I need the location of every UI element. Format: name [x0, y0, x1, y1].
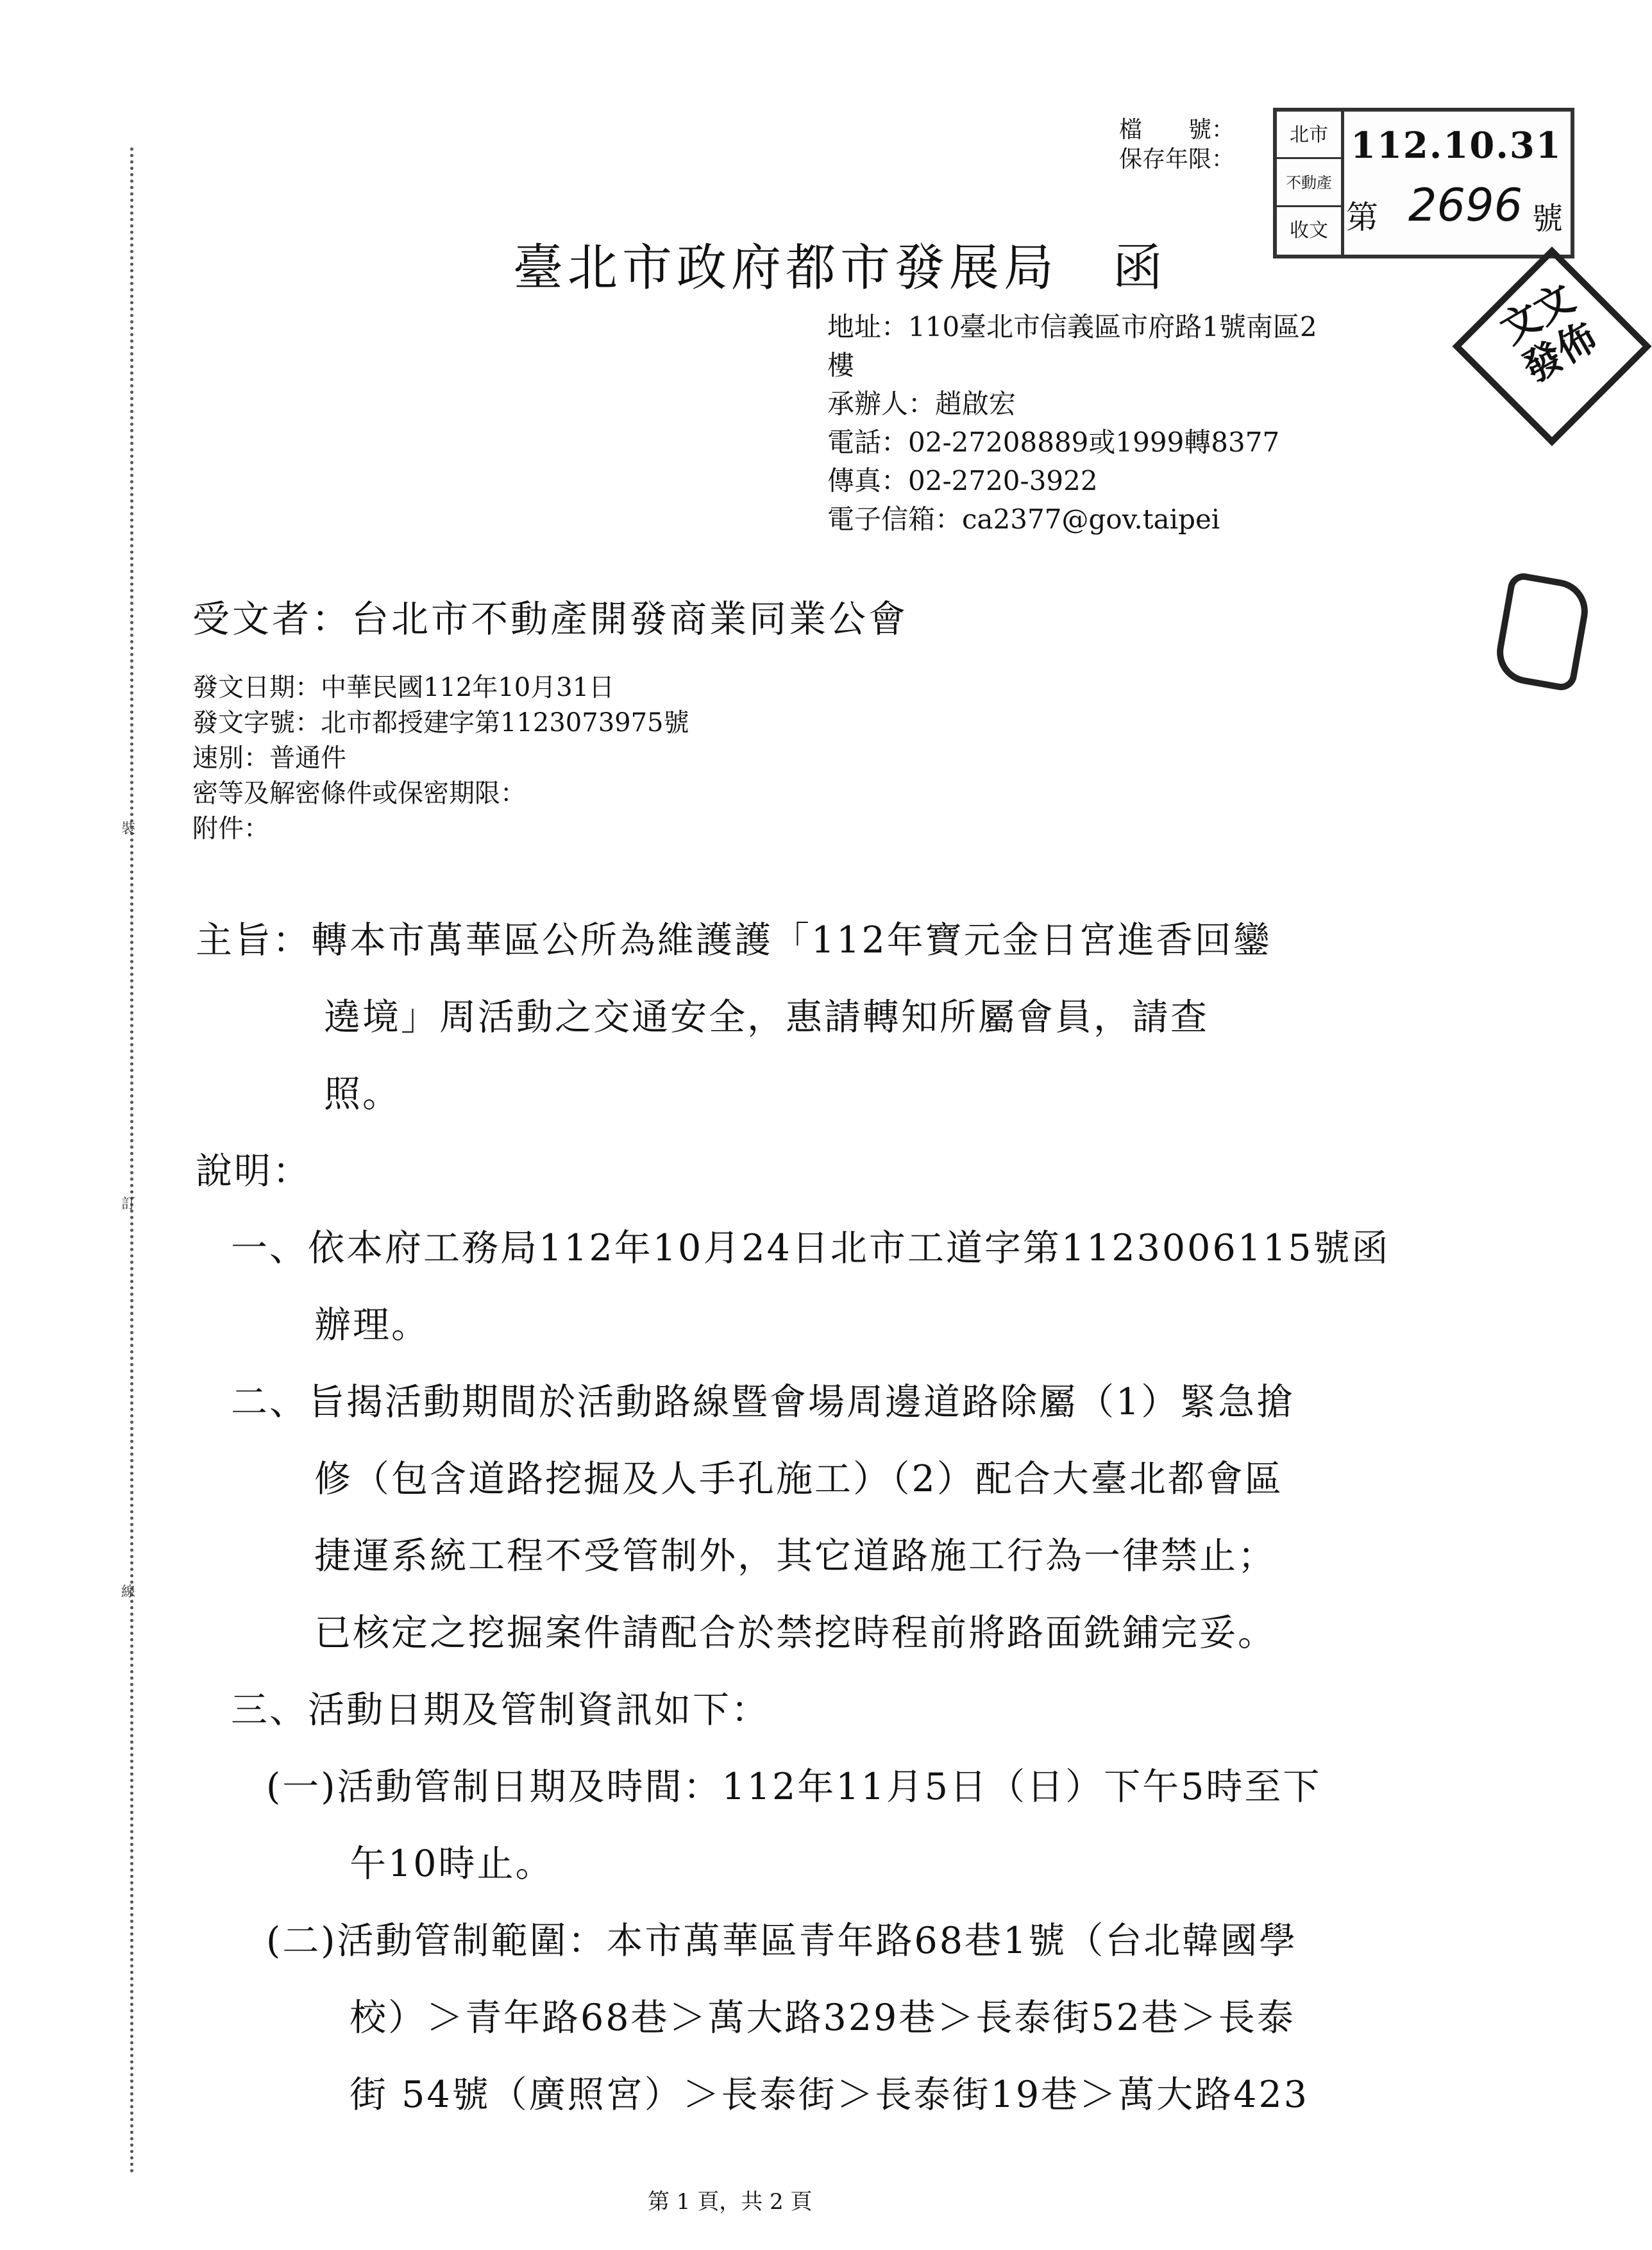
stamp-number-suffix: 號 — [1531, 201, 1563, 237]
meta-speed: 速別：普通件 — [192, 743, 346, 773]
subject-line-3: 照。 — [324, 1073, 401, 1115]
sub2-line-1: (二)活動管制範圍：本市萬華區青年路68巷1號（台北韓國學 — [266, 1920, 1298, 1962]
contact-phone: 電話：02-27208889或1999轉8377 — [827, 427, 1280, 458]
item3-line-1: 三、活動日期及管制資訊如下： — [231, 1689, 770, 1731]
meta-secrecy: 密等及解密條件或保密期限： — [192, 779, 526, 808]
stamp-number-prefix: 第 — [1346, 199, 1378, 236]
contact-address: 地址：110臺北市信義區市府路1號南區2 — [827, 311, 1317, 343]
item2-line-4: 已核定之挖掘案件請配合於禁挖時程前將路面銑鋪完妥。 — [314, 1612, 1276, 1654]
document-meta — [192, 670, 689, 847]
explanation-heading: 說明： — [196, 1150, 311, 1192]
sub1-line-1: (一)活動管制日期及時間：112年11月5日（日）下午5時至下 — [266, 1766, 1322, 1808]
sub2-line-3: 街 54號（廣照宮）＞長泰街＞長泰街19巷＞萬大路423 — [350, 2074, 1309, 2116]
stamp-date: 112.10.31 — [1351, 124, 1562, 167]
binding-label-xian: 線 — [121, 1584, 135, 1600]
stamp-cell: 北市 — [1277, 112, 1341, 159]
binding-label-zhuang: 裝 — [121, 821, 135, 837]
sub2-line-2: 校）＞青年路68巷＞萬大路329巷＞長泰街52巷＞長泰 — [350, 1997, 1295, 2039]
binding-label-ding: 訂 — [121, 1196, 135, 1212]
subject-line-2: 遶境」周活動之交通安全，惠請轉知所屬會員，請查 — [324, 996, 1209, 1038]
contact-block — [827, 308, 1417, 539]
item1-line-2: 辦理。 — [314, 1304, 430, 1346]
page-footer: 第 1 頁，共 2 頁 — [648, 2189, 813, 2215]
sub1-line-2: 午10時止。 — [350, 1843, 554, 1885]
meta-attachment: 附件： — [192, 814, 269, 843]
archive-file-label: 檔 號： — [1118, 117, 1235, 143]
item2-line-1: 二、旨揭活動期間於活動路線暨會場周邊道路除屬（1）緊急搶 — [231, 1381, 1295, 1423]
meta-date: 發文日期：中華民國112年10月31日 — [192, 673, 615, 702]
item2-line-2: 修（包含道路挖掘及人手孔施工）（2）配合大臺北都會區 — [314, 1458, 1283, 1500]
stamp-handwritten-number: 2696 — [1408, 179, 1523, 232]
receipt-stamp — [1273, 108, 1574, 258]
meta-doc-number: 發文字號：北市都授建字第1123073975號 — [192, 708, 689, 738]
contact-handler: 承辦人：趙啟宏 — [827, 388, 1016, 419]
stamp-label-column — [1277, 112, 1344, 255]
subject-line-1: 主旨：轉本市萬華區公所為維護護「112年寶元金日宮進香回鑾 — [196, 919, 1272, 961]
document-title: 臺北市政府都市發展局 函 — [513, 239, 1168, 297]
seal-mark — [1492, 571, 1593, 693]
seal-text: 文文 發佈 — [1493, 275, 1605, 392]
binding-dotted-line — [130, 148, 133, 2174]
recipient: 受文者：台北市不動產開發商業同業公會 — [192, 597, 909, 641]
archive-retention-label: 保存年限： — [1118, 146, 1235, 173]
item1-line-1: 一、依本府工務局112年10月24日北市工道字第1123006115號函 — [231, 1227, 1390, 1269]
stamp-cell: 不動產 — [1277, 159, 1341, 207]
contact-fax: 傳真：02-2720-3922 — [827, 465, 1098, 496]
contact-email: 電子信箱：ca2377@gov.taipei — [827, 503, 1220, 535]
archive-labels — [1116, 115, 1235, 174]
stamp-cell: 收文 — [1290, 219, 1328, 242]
contact-address-cont: 樓 — [827, 350, 855, 381]
item2-line-3: 捷運系統工程不受管制外，其它道路施工行為一律禁止； — [314, 1535, 1276, 1577]
